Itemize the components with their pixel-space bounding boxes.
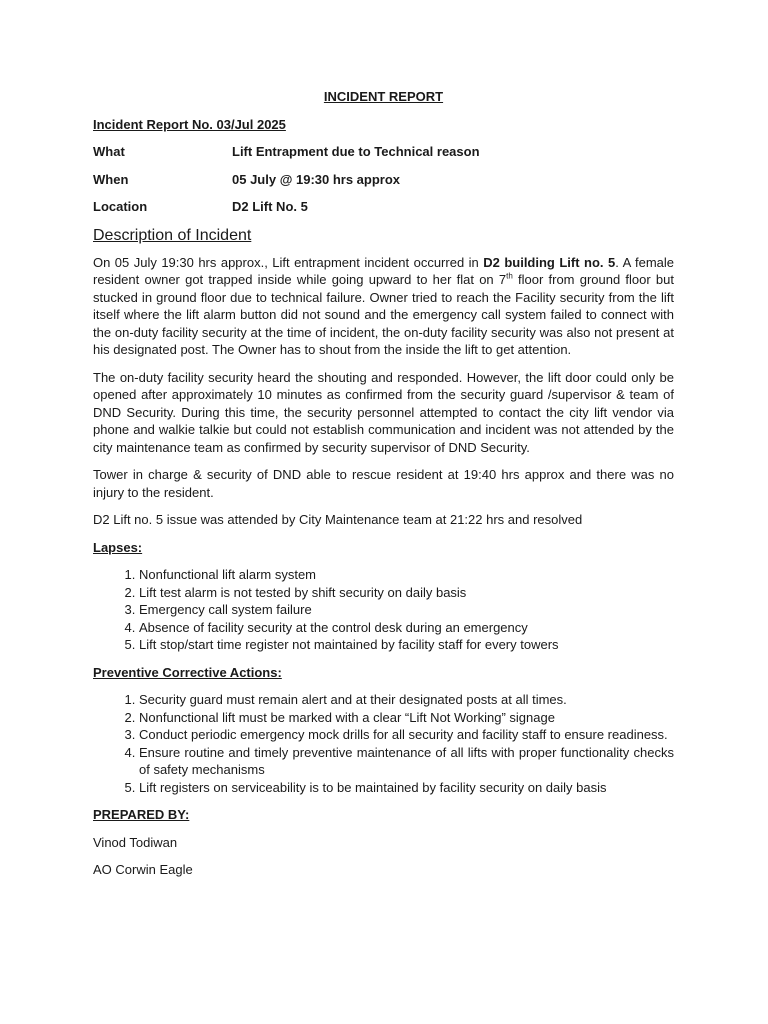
p1-bold-location: D2 building Lift no. 5 [483,254,616,270]
description-paragraph-4: D2 Lift no. 5 issue was attended by City Maintenance team at 21:22 hrs and resolved [93,512,583,527]
list-item: 3. Emergency call system failure [139,601,674,619]
field-what [93,143,674,161]
p1-text-c: floor from ground floor but stucked in ground floor due to technical failure. Owner tried to reach the Facility security from the lift itself where the lift alarm button did not sound and the emergency call system failed to connect with the on-duty facility security at the time of incident, the on-duty facility security was also not present at his designated post. The Owner has to shout from the inside the lift to get attention. [93,272,674,357]
p1-text-a: On 05 July 19:30 hrs approx., Lift entrapment incident occurred in [93,254,484,270]
list-item: 4. Ensure routine and timely preventive maintenance of all lifts with proper functionality checks of safety mechanisms [139,744,674,779]
description-heading: Description of Incident [93,226,252,244]
field-location [93,198,674,216]
document-page [93,88,674,889]
list-item: 1. Security guard must remain alert and at their designated posts at all times. [139,691,674,709]
what-label: What [93,144,125,159]
description-paragraph-1 [93,254,674,359]
report-title: INCIDENT REPORT [323,89,444,104]
report-number: Incident Report No. 03/Jul 2025 [93,116,286,132]
list-item: 5. Lift registers on serviceability is to be maintained by facility security on daily basis [139,779,674,797]
p1-superscript: th [506,271,513,281]
list-item: 2. Lift test alarm is not tested by shift security on daily basis [139,584,674,602]
description-paragraph-3: Tower in charge & security of DND able to rescue resident at 19:40 hrs approx and there was no injury to the resident. [93,467,674,500]
list-item: 2. Nonfunctional lift must be marked with a clear “Lift Not Working” signage [139,709,674,727]
location-value: D2 Lift No. 5 [232,199,308,214]
when-value: 05 July @ 19:30 hrs approx [232,171,401,187]
preparer-name-1: Vinod Todiwan [93,834,178,850]
lapses-list [93,566,674,654]
what-value: Lift Entrapment due to Technical reason [232,144,480,159]
field-when [93,171,674,189]
list-item: 1. Nonfunctional lift alarm system [139,566,674,584]
description-paragraph-2: The on-duty facility security heard the shouting and responded. However, the lift door could only be opened after approximately 10 minutes as confirmed from the security guard /supervisor & team of DND Security. During this time, the security personnel attempted to contact the city lift vendor via phone and walkie talkie but could not establish communication and incident was not attended by the city maintenance team as confirmed by security supervisor of DND Security. [93,369,674,455]
prepared-by-heading: PREPARED BY: [93,807,190,822]
actions-list [93,691,674,796]
list-item: 5. Lift stop/start time register not maintained by facility staff for every towers [139,636,674,654]
list-item: 3. Conduct periodic emergency mock drills for all security and facility staff to ensure readiness. [139,726,674,744]
p1-text-b: . A female resident owner got trapped inside while going upward to her flat on 7 [93,254,675,287]
preparer-name-2: AO Corwin Eagle [93,862,193,877]
location-label: Location [93,199,148,214]
when-label: When [93,171,129,187]
lapses-heading: Lapses: [93,539,143,555]
actions-heading: Preventive Corrective Actions: [93,664,282,680]
list-item: 4. Absence of facility security at the control desk during an emergency [139,619,674,637]
